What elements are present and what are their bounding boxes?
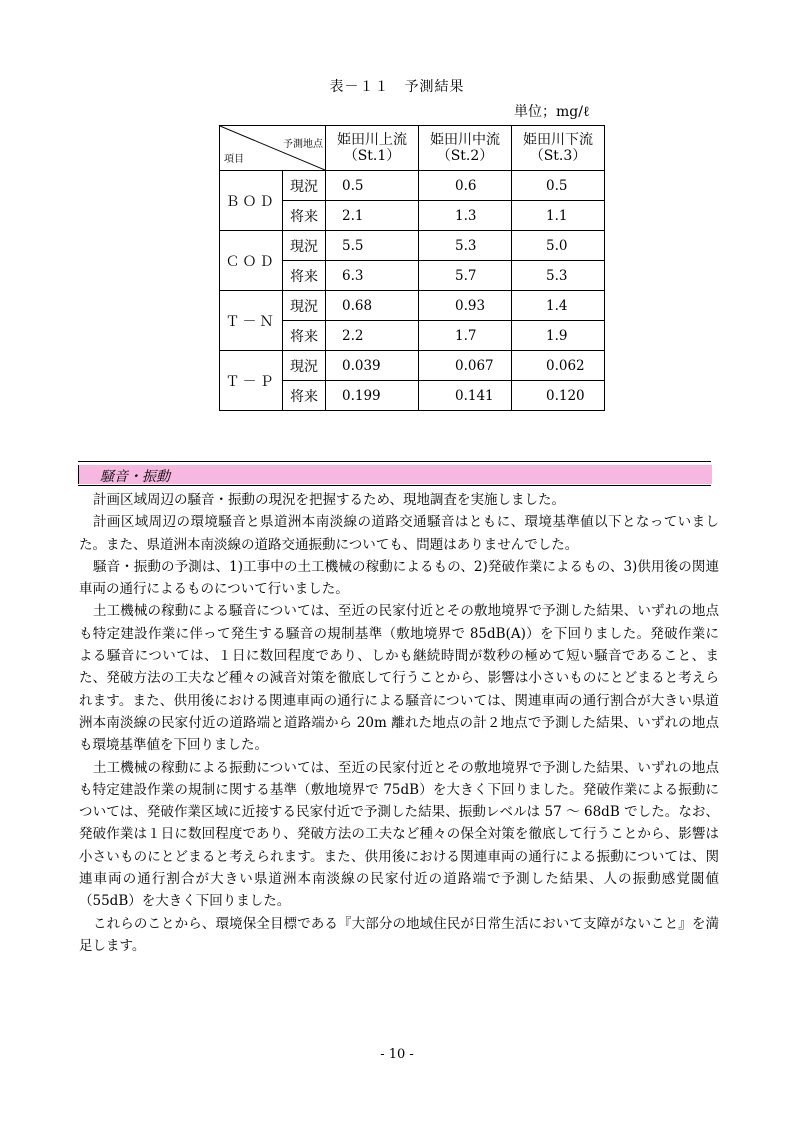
station-code: （St.2）: [436, 148, 494, 164]
table-unit: 単位；mg/ℓ: [514, 104, 590, 120]
value-cell: 5.0: [512, 231, 605, 261]
station-header: [419, 126, 512, 171]
value-cell: 1.3: [419, 201, 512, 231]
value-cell: 2.1: [326, 201, 419, 231]
station-header: [326, 126, 419, 171]
value-cell: 5.3: [419, 231, 512, 261]
header-prediction-point: 予測地点: [283, 139, 323, 150]
value-cell: 5.5: [326, 231, 419, 261]
value-cell: 0.120: [512, 381, 605, 411]
period-label: 現況: [283, 291, 326, 321]
item-label: Ｔ－Ｎ: [220, 291, 283, 351]
section-bottom-rule: [78, 485, 711, 486]
station-name: 姫田川上流: [337, 132, 407, 148]
paragraph: これらのことから、環境保全目標である『大部分の地域住民が日常生活において支障がないこと』を満足します。: [79, 915, 719, 954]
paragraph: 土工機械の稼動による騒音については、至近の民家付近とその敷地境界で予測した結果、いずれの地点も特定建設作業に伴って発生する騒音の規制基準（敷地境界で 85dB(A)）を下回りました。発破作業による騒音については、１日に数回程度であり、しかも継続時間が数秒の極めて短い騒音であること、また、発破方法の工夫など種々の減音対策を徹底して行うことから、影響は小さいものにとどまると考えられます。また、供用後における関連車両の通行による騒音については、関連車両の通行割合が大きい県道洲本南淡線の民家付近の道路端と道路端から 20m 離れた地点の計２地点で予測した結果、いずれの地点も環境基準値を下回りました。: [79, 603, 719, 754]
value-cell: 1.1: [512, 201, 605, 231]
value-cell: 0.199: [326, 381, 419, 411]
item-label: ＣＯＤ: [220, 231, 283, 291]
value-cell: 1.4: [512, 291, 605, 321]
value-cell: 0.5: [326, 171, 419, 201]
table-row: [220, 291, 605, 321]
period-label: 将来: [283, 381, 326, 411]
value-cell: 5.7: [419, 261, 512, 291]
period-label: 将来: [283, 201, 326, 231]
value-cell: 1.9: [512, 321, 605, 351]
value-cell: 0.039: [326, 351, 419, 381]
value-cell: 0.68: [326, 291, 419, 321]
table-row: [220, 231, 605, 261]
value-cell: 0.93: [419, 291, 512, 321]
value-cell: 0.6: [419, 171, 512, 201]
value-cell: 0.5: [512, 171, 605, 201]
period-label: 現況: [283, 171, 326, 201]
period-label: 将来: [283, 321, 326, 351]
station-code: （St.1）: [343, 148, 401, 164]
station-name: 姫田川下流: [523, 132, 593, 148]
value-cell: 5.3: [512, 261, 605, 291]
table-header-row: [220, 126, 605, 171]
table-row: [220, 171, 605, 201]
paragraph: 騒音・振動の予測は、1)工事中の土工機械の稼動によるもの、2)発破作業によるもの、3)供用後の関連車両の通行によるものについて行いました。: [79, 558, 719, 598]
table-caption: 表－１１ 予測結果: [329, 79, 465, 95]
station-code: （St.3）: [529, 148, 587, 164]
header-item: 項目: [224, 154, 244, 165]
value-cell: 2.2: [326, 321, 419, 351]
section-heading-band: [78, 465, 712, 484]
period-label: 現況: [283, 351, 326, 381]
value-cell: 1.7: [419, 321, 512, 351]
section-title: 騒音・振動: [100, 469, 170, 485]
table-row: [220, 351, 605, 381]
paragraph: 計画区域周辺の騒音・振動の現況を把握するため、現地調査を実施しました。: [93, 492, 565, 508]
value-cell: 0.062: [512, 351, 605, 381]
section-top-rule: [78, 461, 711, 462]
value-cell: 0.067: [419, 351, 512, 381]
value-cell: 6.3: [326, 261, 419, 291]
station-name: 姫田川中流: [430, 132, 500, 148]
item-label: ＢＯＤ: [220, 171, 283, 231]
paragraph: 計画区域周辺の環境騒音と県道洲本南淡線の道路交通騒音はともに、環境基準値以下となっていました。また、県道洲本南淡線の道路交通振動についても、問題はありませんでした。: [79, 514, 719, 553]
period-label: 現況: [283, 231, 326, 261]
page-number: - 10 -: [380, 1047, 414, 1062]
prediction-results-table: [219, 125, 605, 411]
item-label: Ｔ－Ｐ: [220, 351, 283, 411]
period-label: 将来: [283, 261, 326, 291]
station-header: [512, 126, 605, 171]
value-cell: 0.141: [419, 381, 512, 411]
diagonal-header-cell: [220, 126, 326, 171]
section-body: [79, 489, 719, 957]
paragraph: 土工機械の稼動による振動については、至近の民家付近とその敷地境界で予測した結果、いずれの地点も特定建設作業の規制に関する基準（敷地境界で 75dB）を大きく下回りました。発破作業による振動については、発破作業区域に近接する民家付近で予測した結果、振動レベルは 57 ～ 68dB でした。なお、発破作業は１日に数回程度であり、発破方法の工夫など種々の保全対策を徹底して行うことから、影響は小さいものにとどまると考えられます。また、供用後における関連車両の通行による振動については、関連車両の通行割合が大きい県道洲本南淡線の民家付近の道路端で予測した結果、人の振動感覚閾値（55dB）を大きく下回りました。: [79, 759, 719, 910]
